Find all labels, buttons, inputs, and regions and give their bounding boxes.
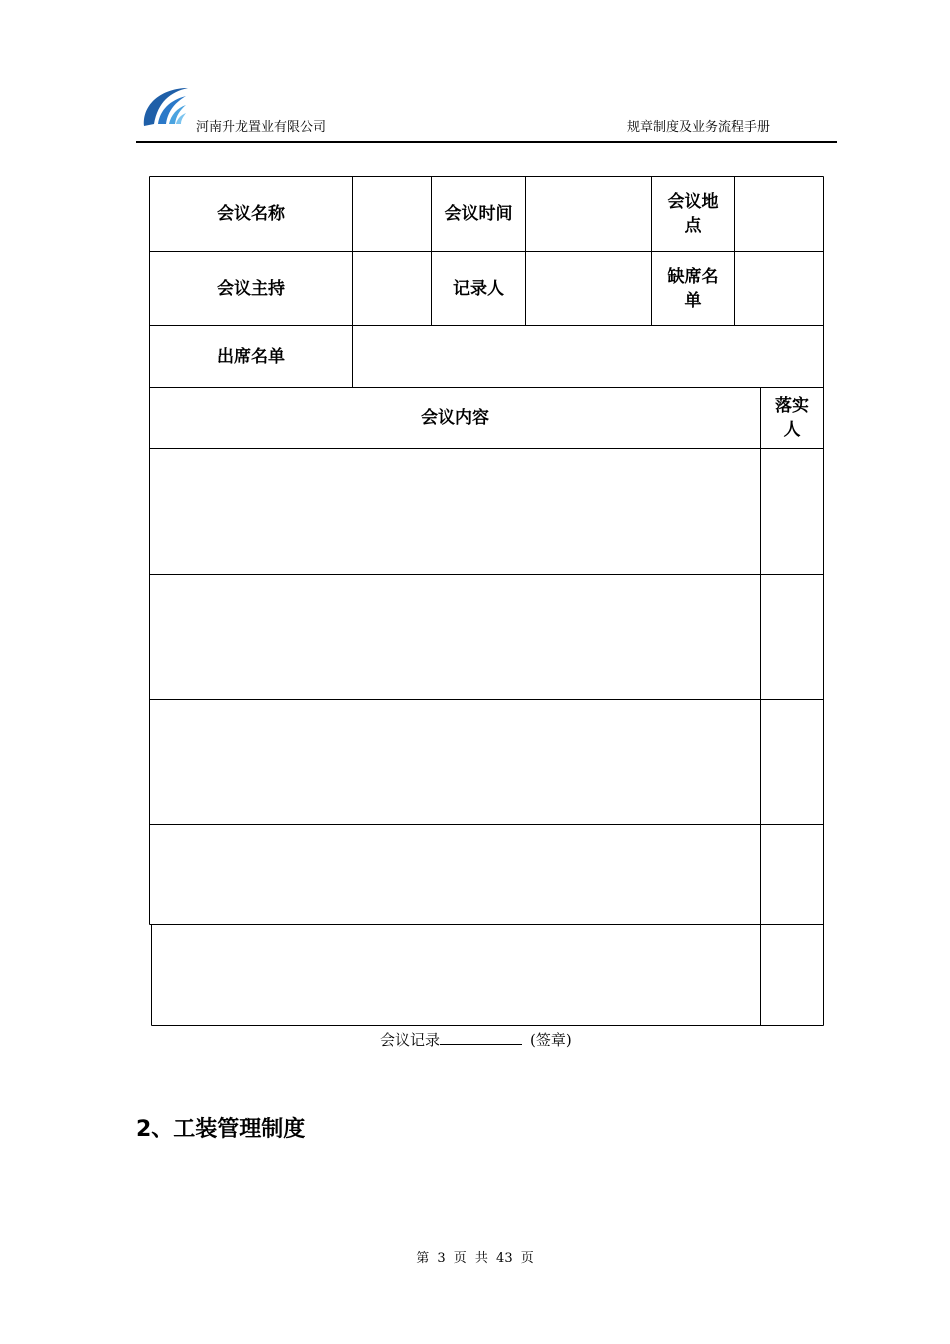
record-label: 会议记录 xyxy=(380,1031,441,1049)
meeting-host-field[interactable] xyxy=(353,252,431,325)
company-name: 河南升龙置业有限公司 xyxy=(196,120,327,135)
owner-row-5[interactable] xyxy=(761,925,823,1025)
record-signature-line xyxy=(380,1029,572,1050)
section-title: 2、工装管理制度 xyxy=(136,1117,306,1142)
owner-row-1[interactable] xyxy=(761,449,823,574)
meeting-time-field[interactable] xyxy=(526,177,651,251)
signature-blank[interactable] xyxy=(440,1032,522,1045)
sign-label: (签章) xyxy=(530,1031,572,1049)
manual-title: 规章制度及业务流程手册 xyxy=(627,120,771,135)
content-row-3[interactable] xyxy=(150,700,760,824)
recorder-label: 记录人 xyxy=(453,278,504,299)
meeting-place-field[interactable] xyxy=(735,177,823,251)
attendees-label: 出席名单 xyxy=(217,346,285,367)
meeting-name-field[interactable] xyxy=(353,177,431,251)
attendees-field[interactable] xyxy=(353,326,823,387)
page-number: 第 3 页 共 43 页 xyxy=(416,1251,534,1266)
responsible-person-header: 落实人 xyxy=(775,396,809,440)
absent-list-label: 缺席名单 xyxy=(667,266,719,311)
meeting-place-label: 会议地点 xyxy=(667,192,719,236)
meeting-content-header: 会议内容 xyxy=(421,408,489,428)
meeting-host-label: 会议主持 xyxy=(217,278,285,299)
owner-row-4[interactable] xyxy=(761,825,823,924)
content-row-2[interactable] xyxy=(150,575,760,699)
recorder-field[interactable] xyxy=(526,252,651,325)
absent-list-field[interactable] xyxy=(735,252,823,325)
owner-row-3[interactable] xyxy=(761,700,823,824)
meeting-name-label: 会议名称 xyxy=(217,204,285,224)
meeting-time-label: 会议时间 xyxy=(444,204,513,224)
owner-row-2[interactable] xyxy=(761,575,823,699)
content-row-4[interactable] xyxy=(150,825,760,924)
content-row-5[interactable] xyxy=(152,925,760,1025)
content-row-1[interactable] xyxy=(150,449,760,574)
